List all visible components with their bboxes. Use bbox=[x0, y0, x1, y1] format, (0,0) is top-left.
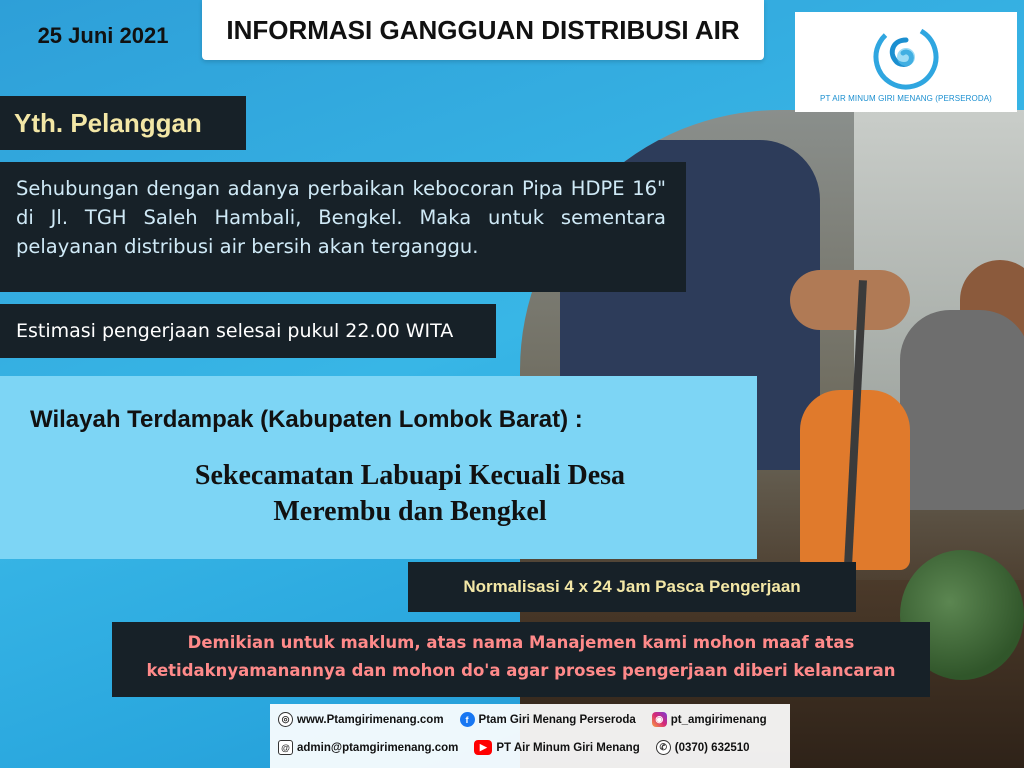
affected-area-line: Sekecamatan Labuapi Kecuali Desa bbox=[194, 460, 626, 491]
contact-row bbox=[278, 740, 760, 755]
notice-text: Sehubungan dengan adanya perbaikan kebocoran Pipa HDPE 16" di Jl. TGH Saleh Hambali, Bengkel. Maka untuk sementara pelayanan distribusi air bersih akan terganggu. bbox=[0, 162, 686, 292]
instagram-icon: ◉ bbox=[652, 712, 667, 727]
email-text: admin@ptamgirimenang.com bbox=[297, 741, 459, 754]
facebook-icon: f bbox=[460, 712, 475, 727]
date-label: 25 Juni 2021 bbox=[37, 23, 169, 48]
globe-icon: ◎ bbox=[278, 712, 293, 727]
facebook-text: Ptam Giri Menang Perseroda bbox=[478, 713, 636, 726]
website-link[interactable] bbox=[278, 712, 444, 727]
youtube-link[interactable] bbox=[474, 740, 639, 755]
facebook-link[interactable] bbox=[460, 712, 636, 727]
website-text: www.Ptamgirimenang.com bbox=[297, 713, 444, 726]
phone-link[interactable] bbox=[656, 740, 750, 755]
company-logo bbox=[795, 12, 1017, 112]
instagram-text: pt_amgirimenang bbox=[670, 713, 767, 726]
greeting: Yth. Pelanggan bbox=[0, 96, 246, 150]
contact-bar bbox=[270, 704, 790, 768]
instagram-link[interactable] bbox=[652, 712, 767, 727]
email-icon: @ bbox=[278, 740, 293, 755]
affected-area-list bbox=[120, 458, 700, 530]
phone-text: (0370) 632510 bbox=[674, 741, 750, 754]
estimate-text: Estimasi pengerjaan selesai pukul 22.00 WITA bbox=[0, 304, 496, 358]
page-title: INFORMASI GANGGUAN DISTRIBUSI AIR bbox=[202, 0, 764, 60]
email-link[interactable] bbox=[278, 740, 458, 755]
closing-message: Demikian untuk maklum, atas nama Manajemen kami mohon maaf atas ketidaknyamanannya dan mohon do'a agar proses pengerjaan diberi kelancaran bbox=[112, 622, 930, 697]
company-name: PT AIR MINUM GIRI MENANG (PERSERODA) bbox=[820, 93, 992, 103]
contact-row bbox=[278, 712, 777, 727]
youtube-text: PT Air Minum Giri Menang bbox=[496, 741, 640, 754]
water-swirl-icon bbox=[871, 22, 941, 92]
normalization-note: Normalisasi 4 x 24 Jam Pasca Pengerjaan bbox=[408, 562, 856, 612]
youtube-icon: ▶ bbox=[474, 740, 492, 755]
affected-area-panel bbox=[0, 376, 757, 559]
affected-area-line: Merembu dan Bengkel bbox=[273, 496, 547, 527]
phone-icon: ✆ bbox=[656, 740, 671, 755]
affected-area-title: Wilayah Terdampak (Kabupaten Lombok Barat) : bbox=[30, 406, 583, 433]
